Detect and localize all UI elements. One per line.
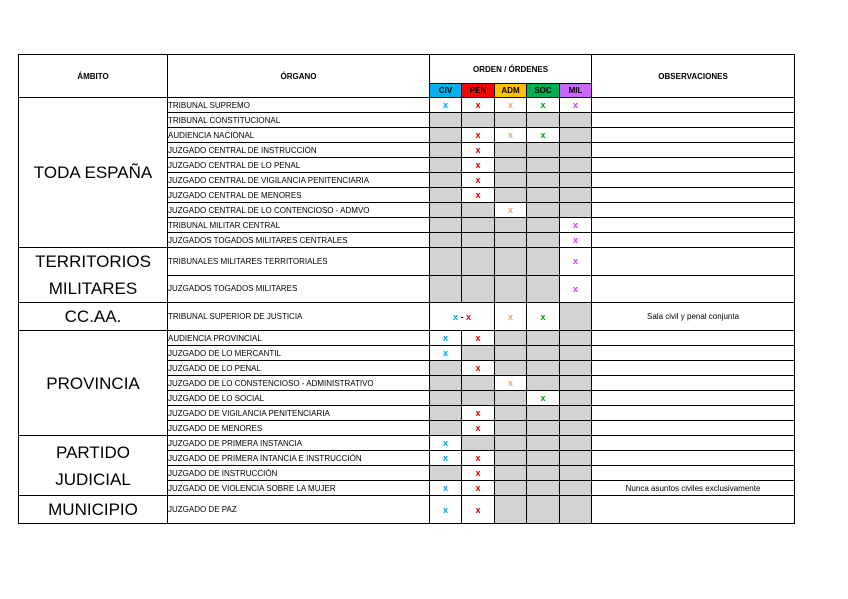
mark-adm (495, 496, 527, 524)
mark-mil (560, 436, 592, 451)
mark-soc (527, 466, 560, 481)
mark-mil (560, 406, 592, 421)
mark-pen: x (462, 496, 495, 524)
mark-adm (495, 233, 527, 248)
observaciones-cell (592, 275, 795, 303)
mark-civ (430, 233, 462, 248)
mark-mil (560, 361, 592, 376)
mark-adm (495, 275, 527, 303)
mark-civ (430, 248, 462, 276)
table-row (19, 496, 795, 524)
mark-mil (560, 346, 592, 361)
mark-soc (527, 481, 560, 496)
mark-soc (527, 218, 560, 233)
mark-pen: x (462, 98, 495, 113)
observaciones-cell (592, 421, 795, 436)
mark-adm (495, 188, 527, 203)
mark-adm: x (495, 203, 527, 218)
table-row (19, 331, 795, 346)
header-ambito: ÁMBITO (19, 55, 168, 98)
mark-soc: x (527, 303, 560, 331)
mark-mil (560, 451, 592, 466)
mark-adm: x (495, 376, 527, 391)
mark-soc (527, 361, 560, 376)
mark-pen: x (462, 331, 495, 346)
mark-mil (560, 203, 592, 218)
observaciones-cell (592, 203, 795, 218)
mark-civ-pen: x - x (430, 303, 495, 331)
mark-mil (560, 421, 592, 436)
mark-adm (495, 173, 527, 188)
mark-soc (527, 188, 560, 203)
mark-civ (430, 466, 462, 481)
observaciones-cell (592, 436, 795, 451)
mark-civ: x (430, 331, 462, 346)
mark-civ (430, 143, 462, 158)
mark-soc (527, 346, 560, 361)
mark-pen: x (462, 158, 495, 173)
observaciones-cell (592, 331, 795, 346)
mark-adm (495, 406, 527, 421)
ambito-cell (19, 248, 168, 303)
mark-soc (527, 406, 560, 421)
organo-cell: JUZGADO DE LO CONSTENCIOSO - ADMINISTRATIVO (168, 376, 430, 391)
mark-soc (527, 451, 560, 466)
mark-soc (527, 436, 560, 451)
mark-pen (462, 113, 495, 128)
mark-adm (495, 361, 527, 376)
mark-mil: x (560, 233, 592, 248)
organo-cell: TRIBUNAL CONSTITUCIONAL (168, 113, 430, 128)
mark-mil (560, 376, 592, 391)
ambito-label: TODA ESPAÑA (33, 163, 153, 182)
mark-mil (560, 128, 592, 143)
mark-pen (462, 218, 495, 233)
mark-pen (462, 436, 495, 451)
organo-cell: TRIBUNALES MILITARES TERRITORIALES (168, 248, 430, 276)
organo-cell: JUZGADO CENTRAL DE VIGILANCIA PENITENCIARIA (168, 173, 430, 188)
table-row (19, 98, 795, 113)
observaciones-cell (592, 218, 795, 233)
ambito-label: MUNICIPIO (48, 500, 138, 519)
mark-mil (560, 158, 592, 173)
mark-soc (527, 203, 560, 218)
ambito-cell (19, 436, 168, 496)
observaciones-cell (592, 406, 795, 421)
observaciones-cell (592, 451, 795, 466)
order-code-mil: MIL (560, 84, 592, 98)
organo-cell: JUZGADO CENTRAL DE LO PENAL (168, 158, 430, 173)
mark-pen: x (462, 406, 495, 421)
header-organo: ÓRGANO (168, 55, 430, 98)
mark-civ (430, 361, 462, 376)
mark-adm (495, 451, 527, 466)
mark-mil (560, 188, 592, 203)
organo-cell: AUDIENCIA NACIONAL (168, 128, 430, 143)
observaciones-cell (592, 158, 795, 173)
mark-soc: x (527, 98, 560, 113)
organo-cell: JUZGADO DE VIGILANCIA PENITENCIARIA (168, 406, 430, 421)
mark-pen: x (462, 481, 495, 496)
mark-mil (560, 113, 592, 128)
mark-soc (527, 143, 560, 158)
organo-cell: JUZGADO DE PRIMERA INTANCIA E INSTRUCCIÓN (168, 451, 430, 466)
organo-cell: JUZGADO CENTRAL DE INSTRUCCIÓN (168, 143, 430, 158)
mark-civ: x (430, 436, 462, 451)
observaciones-cell: Sala civil y penal conjunta (592, 303, 795, 331)
mark-mil (560, 143, 592, 158)
mark-soc (527, 331, 560, 346)
mark-pen (462, 376, 495, 391)
mark-soc (527, 376, 560, 391)
organo-cell: JUZGADO DE LO MERCANTIL (168, 346, 430, 361)
observaciones-cell (592, 466, 795, 481)
mark-adm (495, 331, 527, 346)
mark-civ (430, 188, 462, 203)
mark-pen: x (462, 173, 495, 188)
observaciones-cell (592, 173, 795, 188)
mark-pen (462, 248, 495, 276)
mark-adm (495, 158, 527, 173)
organo-cell: JUZGADO DE PAZ (168, 496, 430, 524)
order-code-pen: PEN (462, 84, 495, 98)
mark-soc (527, 421, 560, 436)
mark-mil: x (560, 218, 592, 233)
organo-cell: JUZGADO DE MENORES (168, 421, 430, 436)
ambito-label: JUDICIAL (55, 469, 131, 489)
mark-soc: x (527, 391, 560, 406)
mark-soc (527, 158, 560, 173)
mark-adm (495, 481, 527, 496)
courts-table (18, 54, 795, 524)
order-code-adm: ADM (495, 84, 527, 98)
mark-pen (462, 203, 495, 218)
mark-mil (560, 303, 592, 331)
mark-pen: x (462, 143, 495, 158)
ambito-label: MILITARES (48, 279, 138, 298)
mark-civ (430, 128, 462, 143)
observaciones-cell (592, 113, 795, 128)
mark-mil (560, 481, 592, 496)
organo-cell: AUDIENCIA PROVINCIAL (168, 331, 430, 346)
ambito-label: TERRITORIOS (35, 252, 151, 271)
mark-civ (430, 203, 462, 218)
mark-pen: x (462, 466, 495, 481)
mark-civ (430, 173, 462, 188)
mark-mil: x (560, 275, 592, 303)
mark-civ (430, 421, 462, 436)
mark-adm (495, 391, 527, 406)
observaciones-cell (592, 496, 795, 524)
observaciones-cell (592, 143, 795, 158)
mark-mil (560, 331, 592, 346)
mark-adm (495, 421, 527, 436)
organo-cell: JUZGADO DE LO SOCIAL (168, 391, 430, 406)
mark-adm (495, 143, 527, 158)
mark-soc (527, 173, 560, 188)
mark-civ (430, 158, 462, 173)
observaciones-cell (592, 376, 795, 391)
mark-soc (527, 233, 560, 248)
organo-cell: JUZGADO CENTRAL DE MENORES (168, 188, 430, 203)
order-code-civ: CIV (430, 84, 462, 98)
mark-civ: x (430, 481, 462, 496)
organo-cell: TRIBUNAL SUPREMO (168, 98, 430, 113)
mark-pen: x (462, 188, 495, 203)
organo-cell: JUZGADO CENTRAL DE LO CONTENCIOSO - ADMVO (168, 203, 430, 218)
observaciones-cell (592, 98, 795, 113)
mark-pen (462, 275, 495, 303)
mark-soc: x (527, 128, 560, 143)
observaciones-cell (592, 361, 795, 376)
mark-civ (430, 376, 462, 391)
organo-cell: JUZGADOS TOGADOS MILITARES (168, 275, 430, 303)
mark-soc (527, 275, 560, 303)
mark-mil (560, 391, 592, 406)
mark-pen: x (462, 451, 495, 466)
mark-adm (495, 466, 527, 481)
mark-soc (527, 113, 560, 128)
order-code-soc: SOC (527, 84, 560, 98)
observaciones-cell (592, 233, 795, 248)
organo-cell: TRIBUNAL SUPERIOR DE JUSTICIA (168, 303, 430, 331)
ambito-cell (19, 303, 168, 331)
mark-adm (495, 113, 527, 128)
table-row (19, 248, 795, 276)
mark-adm: x (495, 98, 527, 113)
organo-cell: JUZGADO DE PRIMERA INSTANCIA (168, 436, 430, 451)
mark-adm (495, 346, 527, 361)
mark-soc (527, 248, 560, 276)
mark-civ: x (430, 496, 462, 524)
mark-mil: x (560, 248, 592, 276)
mark-adm (495, 248, 527, 276)
organo-cell: JUZGADOS TOGADOS MILITARES CENTRALES (168, 233, 430, 248)
observaciones-cell (592, 391, 795, 406)
mark-adm (495, 436, 527, 451)
mark-pen: x (462, 128, 495, 143)
mark-mil (560, 173, 592, 188)
mark-civ: x (430, 346, 462, 361)
ambito-label: CC.AA. (64, 307, 122, 326)
mark-civ: x (430, 98, 462, 113)
ambito-cell (19, 98, 168, 248)
observaciones-cell: Nunca asuntos civiles exclusivamente (592, 481, 795, 496)
observaciones-cell (592, 346, 795, 361)
mark-civ (430, 113, 462, 128)
mark-civ (430, 275, 462, 303)
organo-cell: JUZGADO DE LO PENAL (168, 361, 430, 376)
organo-cell: JUZGADO DE VIOLENCIA SOBRE LA MUJER (168, 481, 430, 496)
mark-mil (560, 496, 592, 524)
mark-pen: x (462, 361, 495, 376)
mark-civ: x (430, 451, 462, 466)
table-row (19, 436, 795, 451)
observaciones-cell (592, 128, 795, 143)
ambito-cell (19, 331, 168, 436)
observaciones-cell (592, 188, 795, 203)
mark-soc (527, 496, 560, 524)
mark-pen: x (462, 421, 495, 436)
mark-civ (430, 406, 462, 421)
mark-pen (462, 346, 495, 361)
mark-civ (430, 391, 462, 406)
ambito-cell (19, 496, 168, 524)
observaciones-cell (592, 248, 795, 276)
mark-adm (495, 218, 527, 233)
mark-pen (462, 233, 495, 248)
header-observaciones: OBSERVACIONES (592, 55, 795, 98)
ambito-label: PROVINCIA (46, 373, 140, 393)
mark-pen (462, 391, 495, 406)
mark-civ (430, 218, 462, 233)
ambito-label: PARTIDO (56, 442, 130, 462)
mark-adm: x (495, 303, 527, 331)
mark-mil: x (560, 98, 592, 113)
organo-cell: JUZGADO DE INSTRUCCIÓN (168, 466, 430, 481)
mark-mil (560, 466, 592, 481)
mark-adm: x (495, 128, 527, 143)
table-row (19, 303, 795, 331)
header-orden: ORDEN / ÓRDENES (430, 55, 592, 84)
organo-cell: TRIBUNAL MILITAR CENTRAL (168, 218, 430, 233)
